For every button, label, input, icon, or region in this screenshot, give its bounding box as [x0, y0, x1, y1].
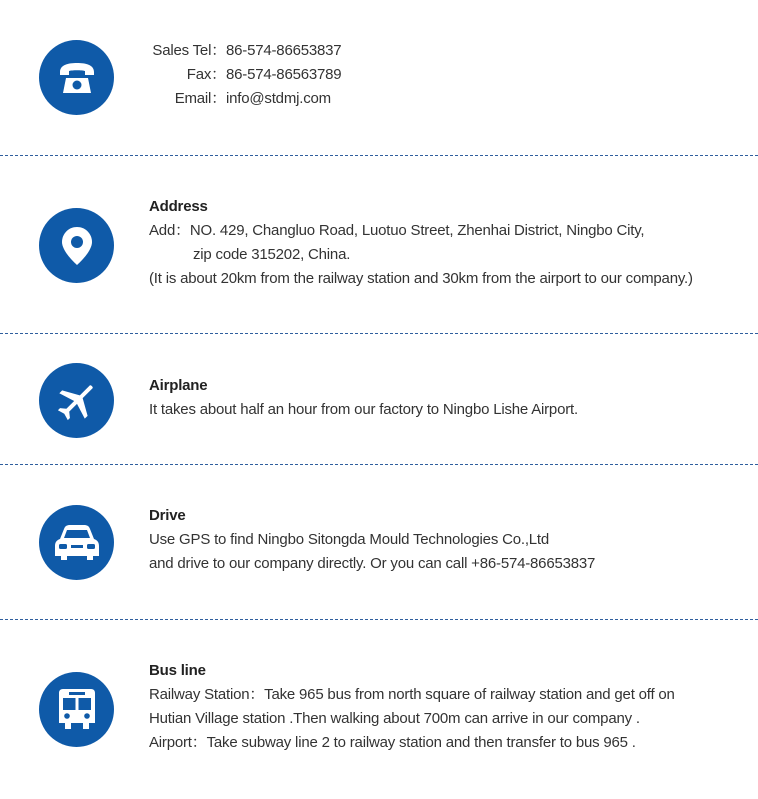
email-value[interactable]: info@stdmj.com: [226, 90, 331, 107]
email-row: [149, 87, 341, 111]
bus-line2: Hutian Village station .Then walking about 700m can arrive in our company .: [149, 710, 640, 727]
drive-line2: and drive to our company directly. Or you can call +86-574-86653837: [149, 555, 596, 572]
address-note: (It is about 20km from the railway station and 30km from the airport to our company.): [149, 270, 693, 287]
sales-tel-label: Sales Tel：: [152, 42, 226, 59]
address-line1: [149, 219, 693, 243]
divider: [0, 155, 758, 156]
fax-value: 86-574-86563789: [226, 66, 342, 83]
airplane-title: Airplane: [149, 377, 208, 394]
divider: [0, 464, 758, 465]
car-icon: [39, 505, 114, 580]
bus-icon: [39, 672, 114, 747]
sales-tel-value[interactable]: 86-574-86653837: [226, 42, 342, 59]
divider: [0, 619, 758, 620]
telephone-icon: [39, 40, 114, 115]
address-info: [149, 195, 693, 291]
bus-line3: Airport：Take subway line 2 to railway station and then transfer to bus 965 .: [149, 734, 636, 751]
sales-tel-row: [149, 39, 341, 63]
fax-row: [149, 63, 341, 87]
divider: [0, 333, 758, 334]
airplane-icon: [39, 363, 114, 438]
drive-title: Drive: [149, 507, 186, 524]
bus-info: [149, 659, 675, 755]
address-line1-text: NO. 429, Changluo Road, Luotuo Street, Zhenhai District, Ningbo City,: [189, 222, 645, 239]
contact-info: [149, 39, 341, 111]
bus-title: Bus line: [149, 662, 206, 679]
address-line2: zip code 315202, China.: [193, 246, 351, 263]
fax-label: Fax：: [186, 66, 226, 83]
bus-line1: Railway Station：Take 965 bus from north square of railway station and get off on: [149, 686, 675, 703]
email-label: Email：: [174, 90, 226, 107]
drive-line1: Use GPS to find Ningbo Sitongda Mould Technologies Co.,Ltd: [149, 531, 550, 548]
drive-info: [149, 504, 595, 576]
address-add-label: Add：: [149, 222, 190, 239]
address-title: Address: [149, 198, 208, 215]
airplane-text: It takes about half an hour from our factory to Ningbo Lishe Airport.: [149, 401, 578, 418]
map-pin-icon: [39, 208, 114, 283]
airplane-info: [149, 374, 578, 422]
